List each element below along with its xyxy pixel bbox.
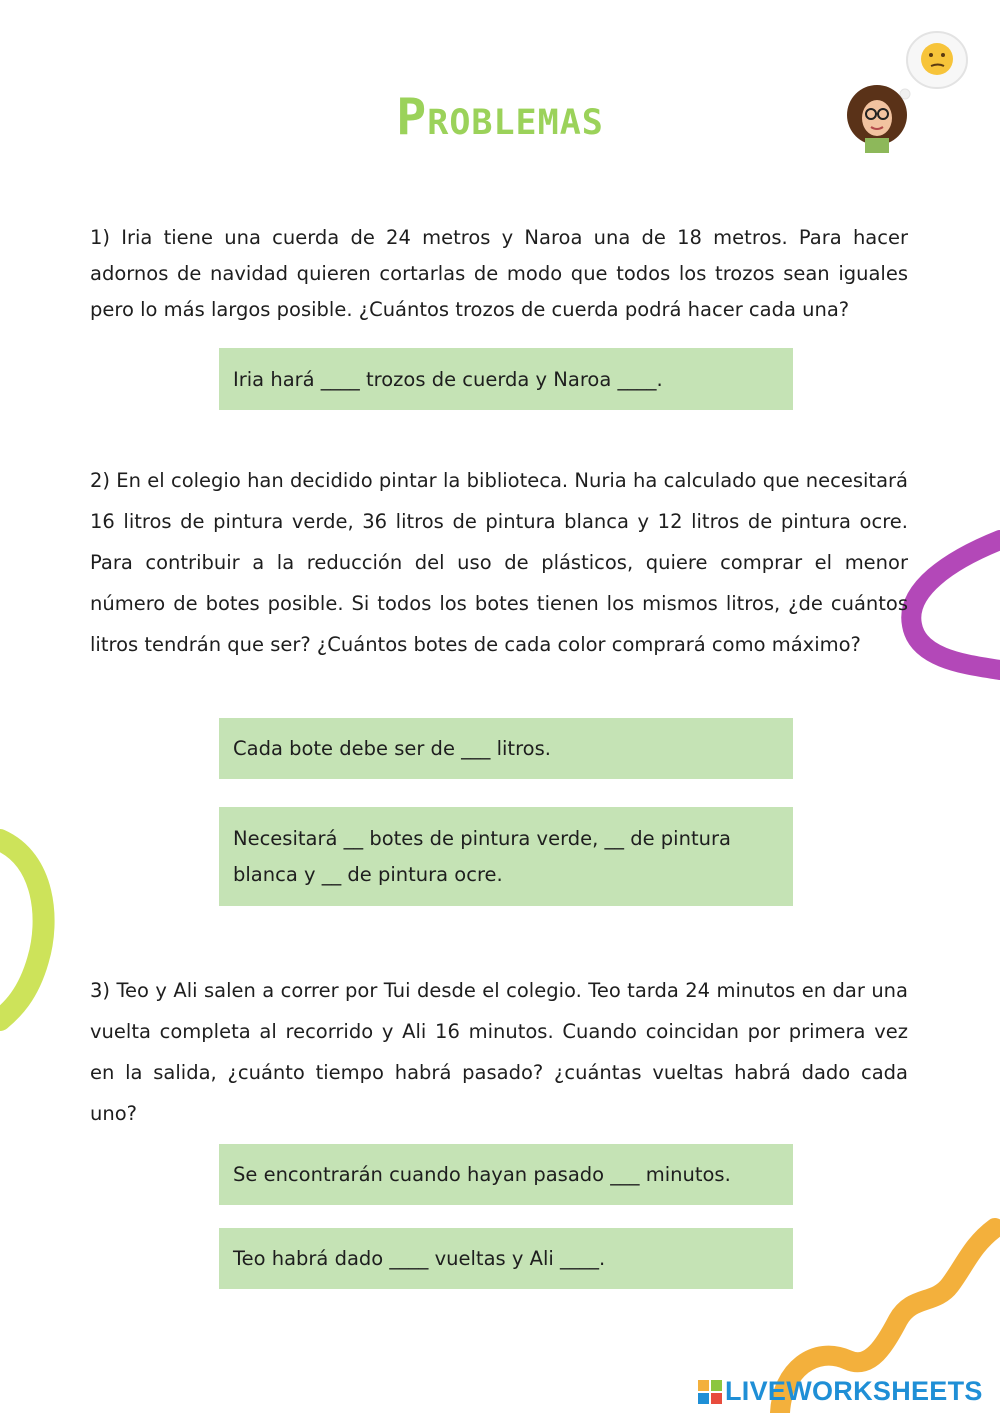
page-title: Problemas (396, 88, 604, 146)
problem-2-text: 2) En el colegio han decidido pintar la biblioteca. Nuria ha calculado que necesitará 16 litros de pintura verde, 36 litros de pintura blanca y 12 litros de pintura ocre. Para contribuir a la reducción del uso de plásticos, quiere comprar el menor número de botes posible. Si todos los botes tienen los mismos litros, ¿de cuántos litros tendrán que ser? ¿Cuántos botes de cada color comprará como máximo? (90, 469, 908, 656)
answer-box-1[interactable] (219, 348, 793, 410)
lime-swoosh (0, 840, 44, 1020)
problem-1-text: 1) Iria tiene una cuerda de 24 metros y Naroa una de 18 metros. Para hacer adornos de navidad quieren cortarlas de modo que todos los trozos sean iguales pero lo más largos posible. ¿Cuántos trozos de cuerda podrá hacer cada una? (90, 226, 908, 321)
brand-text: LIVEWORKSHEETS (725, 1376, 983, 1406)
liveworksheets-logo-icon (698, 1380, 722, 1404)
purple-swoosh (911, 540, 1000, 670)
answer-box-2-text: Cada bote debe ser de ___ litros. (233, 737, 551, 760)
answer-box-4-text: Se encontrarán cuando hayan pasado ___ minutos. (233, 1163, 731, 1186)
answer-box-1-text: Iria hará ____ trozos de cuerda y Naroa ____. (233, 367, 663, 391)
answer-box-4[interactable] (219, 1144, 793, 1205)
answer-box-3[interactable] (219, 807, 793, 906)
liveworksheets-brand[interactable] (698, 1376, 983, 1407)
answer-box-5[interactable] (219, 1228, 793, 1289)
answer-box-3-text: Necesitará __ botes de pintura verde, __ de pintura blanca y __ de pintura ocre. (233, 826, 731, 886)
problem-3-text: 3) Teo y Ali salen a correr por Tui desde el colegio. Teo tarda 24 minutos en dar una vuelta completa al recorrido y Ali 16 minutos. Cuando coincidan por primera vez en la salida, ¿cuánto tiempo habrá pasado? ¿cuántas vueltas habrá dado cada uno? (90, 979, 908, 1125)
answer-box-2[interactable] (219, 718, 793, 779)
answer-box-5-text: Teo habrá dado ____ vueltas y Ali ____. (233, 1247, 606, 1270)
